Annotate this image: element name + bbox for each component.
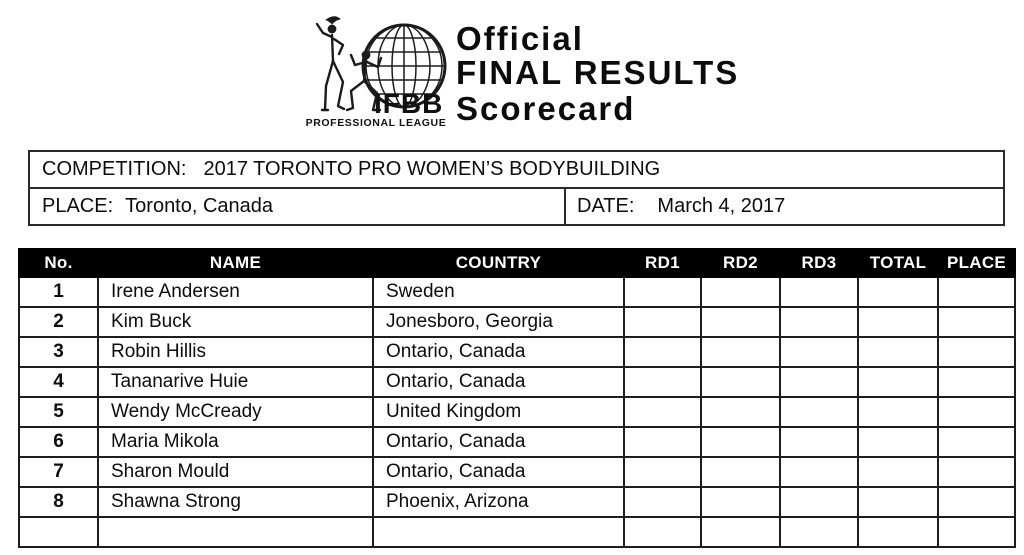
cell-name: Wendy McCready (98, 397, 373, 427)
cell-rd1 (624, 457, 701, 487)
cell-rd3 (780, 367, 858, 397)
cell-name: Maria Mikola (98, 427, 373, 457)
place-label: PLACE: (42, 195, 114, 217)
competition-label: COMPETITION: (42, 158, 187, 180)
cell-no: 5 (19, 397, 98, 427)
cell-rd3 (780, 517, 858, 547)
cell-total (858, 307, 938, 337)
title-line-official: Official (456, 20, 584, 57)
cell-place (938, 307, 1015, 337)
cell-name: Shawna Strong (98, 487, 373, 517)
cell-rd1 (624, 487, 701, 517)
cell-no: 8 (19, 487, 98, 517)
cell-rd3 (780, 487, 858, 517)
results-table (18, 248, 1016, 548)
cell-total (858, 367, 938, 397)
cell-total (858, 487, 938, 517)
cell-rd1 (624, 427, 701, 457)
cell-country (373, 517, 624, 547)
cell-place (938, 367, 1015, 397)
cell-total (858, 397, 938, 427)
cell-place (938, 277, 1015, 307)
cell-country: Ontario, Canada (373, 337, 624, 367)
place-date-row (30, 189, 1003, 224)
col-header-country: COUNTRY (373, 249, 624, 277)
table-row (19, 517, 1015, 547)
results-table-body (19, 277, 1015, 547)
cell-no: 2 (19, 307, 98, 337)
col-header-rd2: RD2 (701, 249, 780, 277)
table-header-row (19, 249, 1015, 277)
place-value: Toronto, Canada (125, 195, 274, 217)
cell-country: Jonesboro, Georgia (373, 307, 624, 337)
logo-subtitle-text: PROFESSIONAL LEAGUE (305, 117, 447, 128)
cell-rd1 (624, 517, 701, 547)
cell-total (858, 517, 938, 547)
cell-place (938, 427, 1015, 457)
col-header-total: TOTAL (858, 249, 938, 277)
cell-no: 6 (19, 427, 98, 457)
cell-rd3 (780, 397, 858, 427)
cell-country: Sweden (373, 277, 624, 307)
place-cell (30, 189, 566, 224)
title-line-final-results: FINAL RESULTS (456, 54, 740, 91)
cell-no: 7 (19, 457, 98, 487)
col-header-place: PLACE (938, 249, 1015, 277)
cell-country: Phoenix, Arizona (373, 487, 624, 517)
date-cell (566, 189, 1003, 224)
cell-country: United Kingdom (373, 397, 624, 427)
cell-country: Ontario, Canada (373, 367, 624, 397)
col-header-rd3: RD3 (780, 249, 858, 277)
cell-name: Tananarive Huie (98, 367, 373, 397)
ifbb-logo-graphic (292, 14, 462, 128)
document-title (456, 22, 739, 126)
table-row (19, 337, 1015, 367)
col-header-rd1: RD1 (624, 249, 701, 277)
cell-rd2 (701, 277, 780, 307)
cell-rd2 (701, 397, 780, 427)
cell-name (98, 517, 373, 547)
cell-rd1 (624, 397, 701, 427)
cell-rd1 (624, 367, 701, 397)
cell-rd1 (624, 307, 701, 337)
competition-row (30, 152, 1003, 189)
cell-rd2 (701, 367, 780, 397)
cell-rd3 (780, 277, 858, 307)
cell-name: Robin Hillis (98, 337, 373, 367)
cell-name: Kim Buck (98, 307, 373, 337)
cell-rd3 (780, 307, 858, 337)
cell-rd3 (780, 337, 858, 367)
table-row (19, 277, 1015, 307)
cell-total (858, 337, 938, 367)
cell-country: Ontario, Canada (373, 427, 624, 457)
cell-no: 1 (19, 277, 98, 307)
ifbb-logo (292, 14, 462, 128)
cell-name: Sharon Mould (98, 457, 373, 487)
table-row (19, 427, 1015, 457)
table-row (19, 487, 1015, 517)
cell-rd3 (780, 457, 858, 487)
cell-place (938, 457, 1015, 487)
athletes-icon (317, 17, 381, 110)
cell-no: 4 (19, 367, 98, 397)
header (0, 0, 1024, 140)
table-row (19, 397, 1015, 427)
cell-rd2 (701, 517, 780, 547)
logo-ifbb-text: IFBB (374, 88, 444, 119)
competition-info-box (28, 150, 1005, 226)
cell-rd2 (701, 457, 780, 487)
col-header-name: NAME (98, 249, 373, 277)
table-row (19, 307, 1015, 337)
date-value: March 4, 2017 (657, 195, 786, 217)
cell-rd1 (624, 337, 701, 367)
table-row (19, 367, 1015, 397)
cell-rd1 (624, 277, 701, 307)
cell-total (858, 457, 938, 487)
cell-no: 3 (19, 337, 98, 367)
cell-place (938, 337, 1015, 367)
cell-rd2 (701, 337, 780, 367)
cell-rd3 (780, 427, 858, 457)
title-line-scorecard: Scorecard (456, 90, 636, 127)
competition-value: 2017 TORONTO PRO WOMEN’S BODYBUILDING (203, 158, 661, 180)
col-header-no: No. (19, 249, 98, 277)
cell-place (938, 487, 1015, 517)
cell-country: Ontario, Canada (373, 457, 624, 487)
date-label: DATE: (577, 195, 635, 217)
cell-rd2 (701, 307, 780, 337)
cell-name: Irene Andersen (98, 277, 373, 307)
cell-place (938, 517, 1015, 547)
cell-total (858, 277, 938, 307)
cell-place (938, 397, 1015, 427)
cell-rd2 (701, 427, 780, 457)
cell-total (858, 427, 938, 457)
cell-no (19, 517, 98, 547)
table-row (19, 457, 1015, 487)
cell-rd2 (701, 487, 780, 517)
